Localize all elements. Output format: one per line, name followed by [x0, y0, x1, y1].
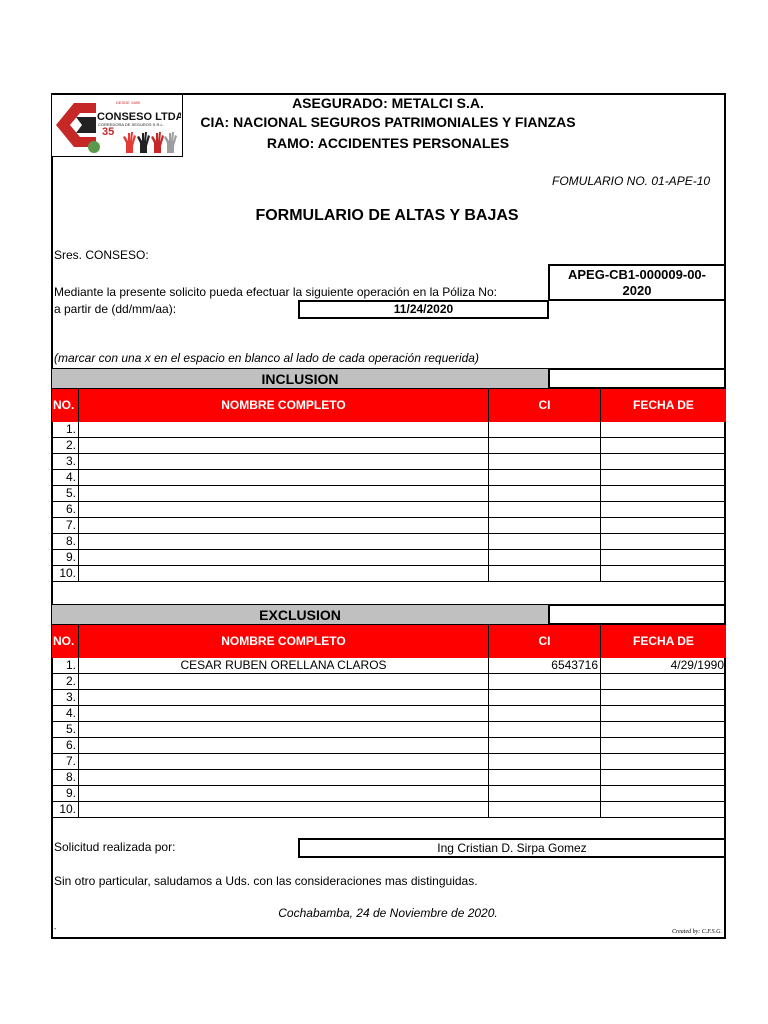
cell-birth[interactable]	[601, 690, 726, 705]
cell-name[interactable]	[79, 438, 489, 453]
cell-ci[interactable]	[489, 754, 601, 769]
cell-no: 2.	[52, 674, 79, 689]
table-row	[52, 754, 726, 770]
col-no: NO.	[52, 625, 79, 658]
hands-icon	[123, 132, 177, 153]
footer-mark: -	[54, 926, 57, 933]
cell-no: 6.	[52, 738, 79, 753]
company-logo	[52, 95, 183, 157]
seal-icon	[88, 141, 100, 153]
table-row	[52, 422, 726, 438]
greeting: Sres. CONSESO:	[54, 248, 149, 262]
cell-no: 10.	[52, 566, 79, 581]
table-row	[52, 722, 726, 738]
policy-number-line2: 2020	[622, 283, 652, 298]
cell-birth[interactable]	[601, 486, 726, 501]
cell-ci[interactable]	[489, 518, 601, 533]
cell-ci[interactable]	[489, 534, 601, 549]
table-row	[52, 470, 726, 486]
cell-birth[interactable]	[601, 802, 726, 817]
cell-birth[interactable]	[601, 438, 726, 453]
col-no: NO.	[52, 389, 79, 422]
table-row	[52, 706, 726, 722]
cell-name[interactable]	[79, 422, 489, 437]
date-label: a partir de (dd/mm/aa):	[54, 302, 177, 316]
cell-no: 1.	[52, 658, 79, 673]
cell-birth[interactable]	[601, 786, 726, 801]
cell-name[interactable]	[79, 566, 489, 581]
cell-ci[interactable]	[489, 738, 601, 753]
col-ci: CI	[489, 389, 601, 422]
cell-birth[interactable]	[601, 770, 726, 785]
table-row	[52, 486, 726, 502]
cell-ci[interactable]: 6543716	[489, 658, 601, 673]
cell-name[interactable]	[79, 722, 489, 737]
cell-birth[interactable]	[601, 722, 726, 737]
col-birth: FECHA DE NACIMIENTO	[625, 398, 702, 445]
table-row	[52, 786, 726, 802]
cell-ci[interactable]	[489, 674, 601, 689]
inclusion-header	[52, 389, 726, 445]
cell-ci[interactable]	[489, 770, 601, 785]
table-row	[52, 770, 726, 786]
table-row	[52, 518, 726, 534]
col-name: NOMBRE COMPLETO	[79, 625, 489, 658]
cell-no: 6.	[52, 502, 79, 517]
policy-label: Mediante la presente solicito pueda efectuar la siguiente operación en la Póliza No:	[54, 285, 497, 299]
cell-ci[interactable]	[489, 502, 601, 517]
cell-name[interactable]	[79, 690, 489, 705]
logo-years: 35	[102, 126, 115, 138]
cell-name[interactable]	[79, 770, 489, 785]
cell-no: 7.	[52, 754, 79, 769]
cell-ci[interactable]	[489, 786, 601, 801]
page-title: FORMULARIO DE ALTAS Y BAJAS	[255, 207, 519, 224]
cell-name[interactable]	[79, 706, 489, 721]
date-field[interactable]: 11/24/2020	[298, 300, 549, 319]
place-date: Cochabamba, 24 de Noviembre de 2020.	[278, 906, 498, 920]
requester-field[interactable]: Ing Cristian D. Sirpa Gomez	[298, 838, 726, 858]
cell-name[interactable]: CESAR RUBEN ORELLANA CLAROS	[79, 658, 489, 673]
logo-since: DESDE 1985	[116, 100, 140, 105]
cell-name[interactable]	[79, 786, 489, 801]
cell-no: 3.	[52, 454, 79, 469]
cell-no: 9.	[52, 550, 79, 565]
cell-name[interactable]	[79, 738, 489, 753]
cell-birth[interactable]: 4/29/1990	[670, 658, 724, 672]
cell-name[interactable]	[79, 502, 489, 517]
table-row	[52, 802, 726, 818]
col-name: NOMBRE COMPLETO	[79, 389, 489, 422]
cell-birth[interactable]	[601, 534, 726, 549]
cell-ci[interactable]	[489, 438, 601, 453]
table-row	[52, 674, 726, 690]
cell-ci[interactable]	[489, 690, 601, 705]
cell-no: 4.	[52, 706, 79, 721]
cell-ci[interactable]	[489, 550, 601, 565]
cell-no: 2.	[52, 438, 79, 453]
cell-ci[interactable]	[489, 706, 601, 721]
requester-label: Solicitud realizada por:	[54, 840, 176, 854]
cell-birth[interactable]	[601, 566, 726, 581]
closing-text: Sin otro particular, saludamos a Uds. con las consideraciones mas distinguidas.	[54, 874, 478, 888]
header-ramo: RAMO: ACCIDENTES PERSONALES	[266, 135, 510, 151]
table-row	[52, 658, 726, 674]
cell-name[interactable]	[79, 454, 489, 469]
cell-name[interactable]	[79, 674, 489, 689]
exclusion-title: EXCLUSION	[52, 604, 548, 625]
cell-birth[interactable]	[601, 518, 726, 533]
cell-name[interactable]	[79, 518, 489, 533]
exclusion-mark-box[interactable]	[548, 604, 726, 625]
cell-birth[interactable]	[601, 754, 726, 769]
table-row	[52, 738, 726, 754]
cell-name[interactable]	[79, 534, 489, 549]
cell-ci[interactable]	[489, 802, 601, 817]
policy-number-box	[548, 264, 726, 301]
cell-no: 8.	[52, 770, 79, 785]
cell-ci[interactable]	[489, 454, 601, 469]
table-row	[52, 534, 726, 550]
logo-brand: CONSESO LTDA.	[97, 111, 181, 123]
header-asegurado: ASEGURADO: METALCI S.A.	[292, 95, 484, 111]
table-row	[52, 438, 726, 454]
cell-name[interactable]	[79, 550, 489, 565]
cell-no: 10.	[52, 802, 79, 817]
cell-no: 7.	[52, 518, 79, 533]
cell-birth[interactable]	[601, 502, 726, 517]
table-row	[52, 690, 726, 706]
form-number: FOMULARIO NO. 01-APE-10	[552, 174, 711, 188]
table-row	[52, 502, 726, 518]
col-birth: FECHA DE NACIMIENTO	[625, 634, 702, 681]
cell-ci[interactable]	[489, 470, 601, 485]
conseso-logo-icon	[52, 95, 181, 155]
cell-birth[interactable]	[601, 706, 726, 721]
cell-birth[interactable]	[601, 550, 726, 565]
cell-ci[interactable]	[489, 422, 601, 437]
table-row	[52, 566, 726, 582]
cell-no: 5.	[52, 722, 79, 737]
logo-tagline: CORREDORA DE SEGUROS S.R.L.	[98, 122, 164, 127]
table-row	[52, 550, 726, 566]
cell-no: 8.	[52, 534, 79, 549]
table-row	[52, 454, 726, 470]
instructions: (marcar con una x en el espacio en blanco al lado de cada operación requerida)	[54, 351, 479, 365]
col-ci: CI	[489, 625, 601, 658]
cell-birth[interactable]	[601, 454, 726, 469]
cell-no: 4.	[52, 470, 79, 485]
cell-name[interactable]	[79, 470, 489, 485]
cell-ci[interactable]	[489, 486, 601, 501]
inclusion-mark-box[interactable]	[548, 368, 726, 389]
cell-ci[interactable]	[489, 722, 601, 737]
created-by: Created by: C.F.S.G.	[672, 929, 722, 935]
cell-birth[interactable]	[601, 738, 726, 753]
cell-no: 3.	[52, 690, 79, 705]
cell-ci[interactable]	[489, 566, 601, 581]
cell-name[interactable]	[79, 754, 489, 769]
cell-birth[interactable]	[601, 674, 726, 689]
cell-no: 9.	[52, 786, 79, 801]
inclusion-title: INCLUSION	[52, 368, 548, 389]
header-cia: CIA: NACIONAL SEGUROS PATRIMONIALES Y FIANZAS	[200, 114, 576, 130]
cell-name[interactable]	[79, 486, 489, 501]
cell-birth[interactable]	[601, 470, 726, 485]
cell-birth[interactable]	[601, 422, 726, 437]
cell-no: 1.	[52, 422, 79, 437]
cell-name[interactable]	[79, 802, 489, 817]
cell-no: 5.	[52, 486, 79, 501]
policy-number-line1: APEG-CB1-000009-00-	[567, 267, 706, 282]
